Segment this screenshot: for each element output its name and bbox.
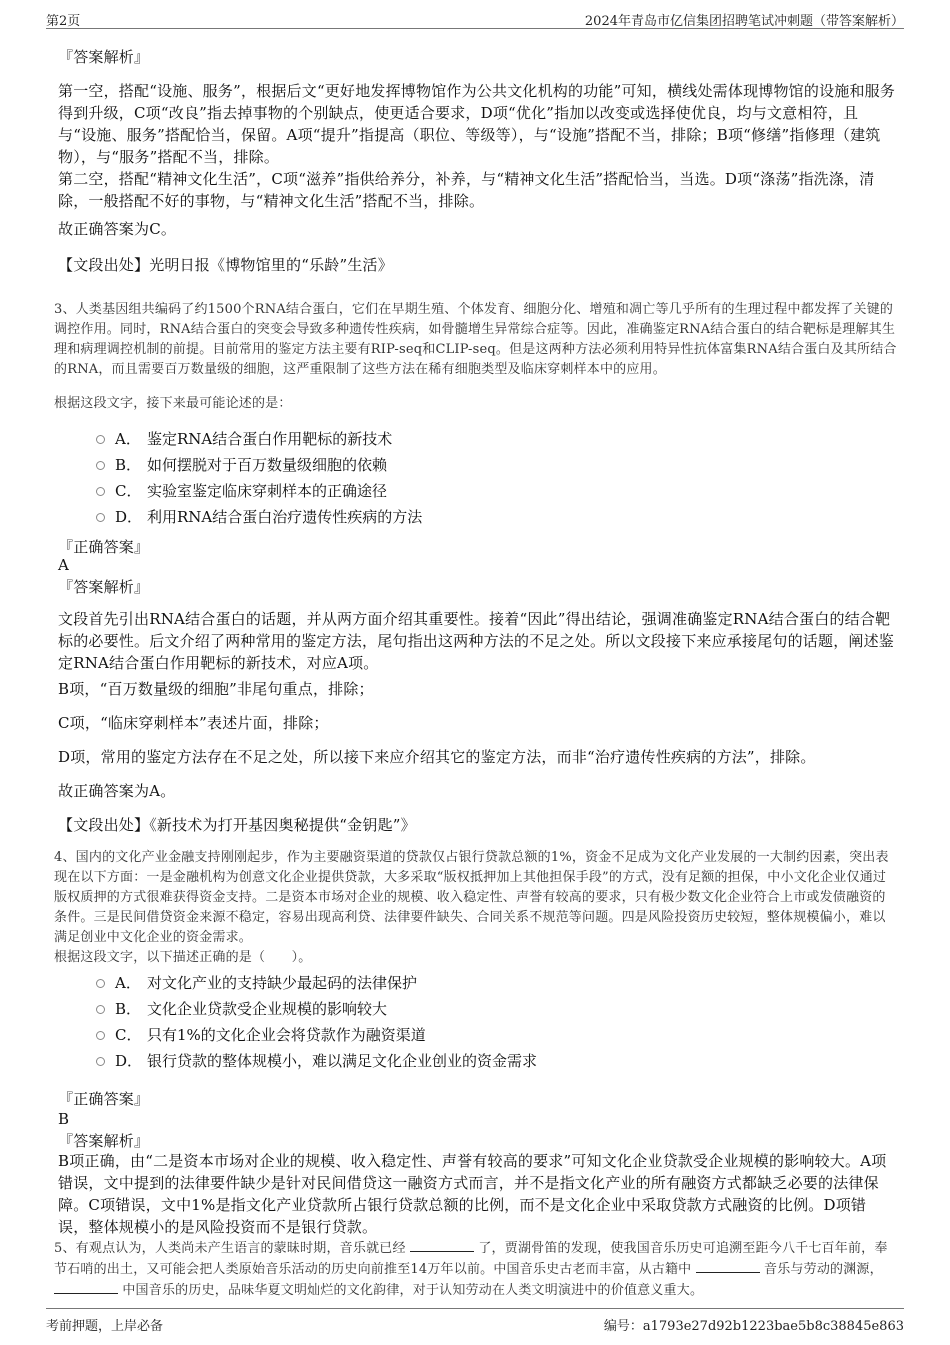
radio-icon[interactable] bbox=[96, 513, 105, 522]
option-text: 如何摆脱对于百万数量级细胞的依赖 bbox=[147, 456, 388, 474]
q3-analysis-para1 bbox=[58, 608, 896, 674]
option-letter: D． bbox=[115, 508, 143, 526]
paragraph: B项，“百万数量级的细胞”非尾句重点，排除； bbox=[58, 680, 374, 698]
radio-icon[interactable] bbox=[96, 487, 105, 496]
q2-analysis-para2 bbox=[58, 168, 896, 212]
page-header bbox=[46, 8, 904, 29]
option-b[interactable] bbox=[96, 452, 876, 478]
paragraph: 【文段出处】《新技术为打开基因奥秘提供“金钥匙”》 bbox=[58, 816, 416, 834]
radio-icon[interactable] bbox=[96, 461, 105, 470]
q4-question bbox=[54, 948, 897, 968]
question-stem: 4、国内的文化产业金融支持刚刚起步，作为主要融资渠道的贷款仅占银行贷款总额的1%，资金不足成为文化产业发展的一大制约因素，突出表现在以下方面：一是金融机构为创意文化企业提供贷款，大多采取“版权抵押加上其他担保手段”的方式，没有足额的担保，中小文化企业仅通过版权质押的方式很难获得资金支持。二是资本市场对企业的规模、收入稳定性、声誉有较高的要求，只有极少数文化企业符合上市或发债融资的条件。三是民间借贷资金来源不稳定，容易出现高利贷、法律要件缺失、合同关系不规范等问题。四是风险投资历史较短，整体规模偏小，难以满足创业中文化企业的资金需求。 bbox=[54, 850, 889, 945]
fill-blank[interactable] bbox=[696, 1259, 760, 1273]
paragraph: 故正确答案为A。 bbox=[58, 782, 176, 800]
stem-text: 音乐与劳动的渊源， bbox=[764, 1262, 883, 1277]
q3-stem bbox=[54, 300, 897, 380]
q4-answer bbox=[58, 1108, 896, 1130]
option-text: 鉴定RNA结合蛋白作用靶标的新技术 bbox=[147, 430, 393, 448]
q3-conclusion bbox=[58, 780, 896, 802]
radio-icon[interactable] bbox=[96, 1057, 105, 1066]
document-title: 2024年青岛市亿信集团招聘笔试冲刺题（带答案解析） bbox=[584, 14, 904, 29]
option-text: 只有1%的文化企业会将贷款作为融资渠道 bbox=[147, 1026, 426, 1044]
q4-answer-label bbox=[58, 1088, 896, 1110]
option-text: 对文化产业的支持缺少最起码的法律保护 bbox=[147, 974, 418, 992]
label-text: 『答案解析』 bbox=[58, 578, 150, 596]
q3-analysis-c bbox=[58, 712, 896, 734]
paragraph: 故正确答案为C。 bbox=[58, 220, 177, 238]
option-c[interactable] bbox=[96, 1022, 876, 1048]
q2-conclusion bbox=[58, 218, 896, 240]
q2-analysis-label bbox=[58, 46, 896, 68]
q2-analysis-para1 bbox=[58, 80, 896, 168]
q3-analysis-d bbox=[58, 746, 896, 768]
option-letter: B． bbox=[115, 1000, 142, 1018]
option-a[interactable] bbox=[96, 426, 876, 452]
option-text: 文化企业贷款受企业规模的影响较大 bbox=[147, 1000, 388, 1018]
label-text: 『正确答案』 bbox=[58, 1090, 150, 1108]
paragraph: B项正确，由“二是资本市场对企业的规模、收入稳定性、声誉有较高的要求”可知文化企业贷款受企业规模的影响较大。A项错误，文中提到的法律要件缺少是针对民间借贷这一融资方式而言，并不是指文化产业的所有融资方式都缺乏必要的法律保障。C项错误，文中1%是指文化产业贷款所占银行贷款总额的比例，而不是文化企业中采取贷款方式融资的比例。D项错误，整体规模小的是风险投资而不是银行贷款。 bbox=[58, 1152, 887, 1236]
paragraph: 文段首先引出RNA结合蛋白的话题，并从两方面介绍其重要性。接着“因此”得出结论，强调准确鉴定RNA结合蛋白的结合靶标的必要性。后文介绍了两种常用的鉴定方法，尾句指出这两种方法的不足之处。所以文段接下来应承接尾句的话题，阐述鉴定RNA结合蛋白作用靶标的新技术，对应A项。 bbox=[58, 610, 895, 672]
q2-source bbox=[58, 254, 896, 276]
option-d[interactable] bbox=[96, 1048, 876, 1074]
option-c[interactable] bbox=[96, 478, 876, 504]
label-text: 『正确答案』 bbox=[58, 538, 150, 556]
option-letter: A． bbox=[115, 974, 141, 992]
stem-text: 了，贾湖骨笛的发现，使我国音乐历史可追溯至距今八千七百年前，奉节石哨的出土，又可能会把人类原始音乐活动的历史向前推至14万年以前。中国音乐史古老而丰富，从古籍中 bbox=[54, 1241, 888, 1277]
label-text: 『答案解析』 bbox=[58, 48, 150, 66]
option-d[interactable] bbox=[96, 504, 876, 530]
q4-options bbox=[96, 970, 876, 1074]
paragraph: 第一空，搭配“设施、服务”，根据后文“更好地发挥博物馆作为公共文化机构的功能”可知，横线处需体现博物馆的设施和服务得到升级，C项“改良”指去掉事物的个别缺点，使更适合要求，D项“优化”指加以改变或选择使优良，均与文意相符，且与“设施、服务”搭配恰当，保留。A项“提升”指提高（职位、等级等），与“设施”搭配不当，排除；B项“修缮”指修理（建筑物），与“服务”搭配不当，排除。 bbox=[58, 82, 896, 166]
option-letter: A． bbox=[115, 430, 141, 448]
q4-analysis-label bbox=[58, 1130, 896, 1152]
option-a[interactable] bbox=[96, 970, 876, 996]
paragraph: 第二空，搭配“精神文化生活”，C项“滋养”指供给养分，补养，与“精神文化生活”搭配恰当，当选。D项“涤荡”指洗涤，清除，一般搭配不好的事物，与“精神文化生活”搭配不当，排除。 bbox=[58, 170, 875, 210]
question-prompt: 根据这段文字，接下来最可能论述的是： bbox=[54, 396, 292, 411]
answer-value: B bbox=[58, 1110, 70, 1128]
page-number: 第2页 bbox=[46, 14, 81, 29]
stem-text: 5、有观点认为，人类尚未产生语言的蒙昧时期，音乐就已经 bbox=[54, 1241, 406, 1256]
radio-icon[interactable] bbox=[96, 979, 105, 988]
q4-stem bbox=[54, 848, 897, 948]
paragraph: D项，常用的鉴定方法存在不足之处，所以接下来应介绍其它的鉴定方法，而非“治疗遗传性疾病的方法”，排除。 bbox=[58, 748, 816, 766]
paragraph: 【文段出处】光明日报《博物馆里的“乐龄”生活》 bbox=[58, 256, 393, 274]
q3-source bbox=[58, 814, 896, 836]
option-letter: C． bbox=[115, 482, 142, 500]
paragraph: C项，“临床穿刺样本”表述片面，排除； bbox=[58, 714, 329, 732]
q4-analysis bbox=[58, 1150, 896, 1238]
option-letter: D． bbox=[115, 1052, 143, 1070]
option-text: 银行贷款的整体规模小，难以满足文化企业创业的资金需求 bbox=[147, 1052, 538, 1070]
q3-answer bbox=[58, 554, 896, 576]
option-text: 利用RNA结合蛋白治疗遗传性疾病的方法 bbox=[147, 508, 423, 526]
fill-blank[interactable] bbox=[54, 1280, 118, 1294]
option-b[interactable] bbox=[96, 996, 876, 1022]
option-text: 实验室鉴定临床穿刺样本的正确途径 bbox=[147, 482, 388, 500]
q3-options bbox=[96, 426, 876, 530]
radio-icon[interactable] bbox=[96, 1005, 105, 1014]
radio-icon[interactable] bbox=[96, 435, 105, 444]
answer-value: A bbox=[58, 556, 70, 574]
document-id: 编号：a1793e27d92b1223bae5b8c38845e863 bbox=[603, 1319, 904, 1334]
question-prompt: 根据这段文字，以下描述正确的是（ ）。 bbox=[54, 950, 312, 965]
page-footer bbox=[46, 1308, 904, 1335]
q5-stem bbox=[54, 1238, 897, 1301]
q3-analysis-label bbox=[58, 576, 896, 598]
radio-icon[interactable] bbox=[96, 1031, 105, 1040]
question-stem: 3、人类基因组共编码了约1500个RNA结合蛋白，它们在早期生殖、个体发育、细胞分化、增殖和凋亡等几乎所有的生理过程中都发挥了关键的调控作用。同时，RNA结合蛋白的突变会导致多种遗传性疾病，如骨髓增生异常综合症等。因此，准确鉴定RNA结合蛋白的结合靶标是理解其生理和病理调控机制的前提。目前常用的鉴定方法主要有RIP-seq和CLIP-seq。但是这两种方法必须利用特异性抗体富集RNA结合蛋白及其所结合的RNA，而且需要百万数量级的细胞，这严重限制了这些方法在稀有细胞类型及临床穿刺样本中的应用。 bbox=[54, 302, 897, 377]
stem-text: 中国音乐的历史，品味华夏文明灿烂的文化韵律，对于认知劳动在人类文明演进中的价值意义重大。 bbox=[122, 1283, 704, 1298]
footer-slogan: 考前押题，上岸必备 bbox=[46, 1319, 164, 1334]
fill-blank[interactable] bbox=[410, 1238, 474, 1252]
option-letter: B． bbox=[115, 456, 142, 474]
q3-analysis-b bbox=[58, 678, 896, 700]
q3-question bbox=[54, 394, 897, 414]
label-text: 『答案解析』 bbox=[58, 1132, 150, 1150]
option-letter: C． bbox=[115, 1026, 142, 1044]
